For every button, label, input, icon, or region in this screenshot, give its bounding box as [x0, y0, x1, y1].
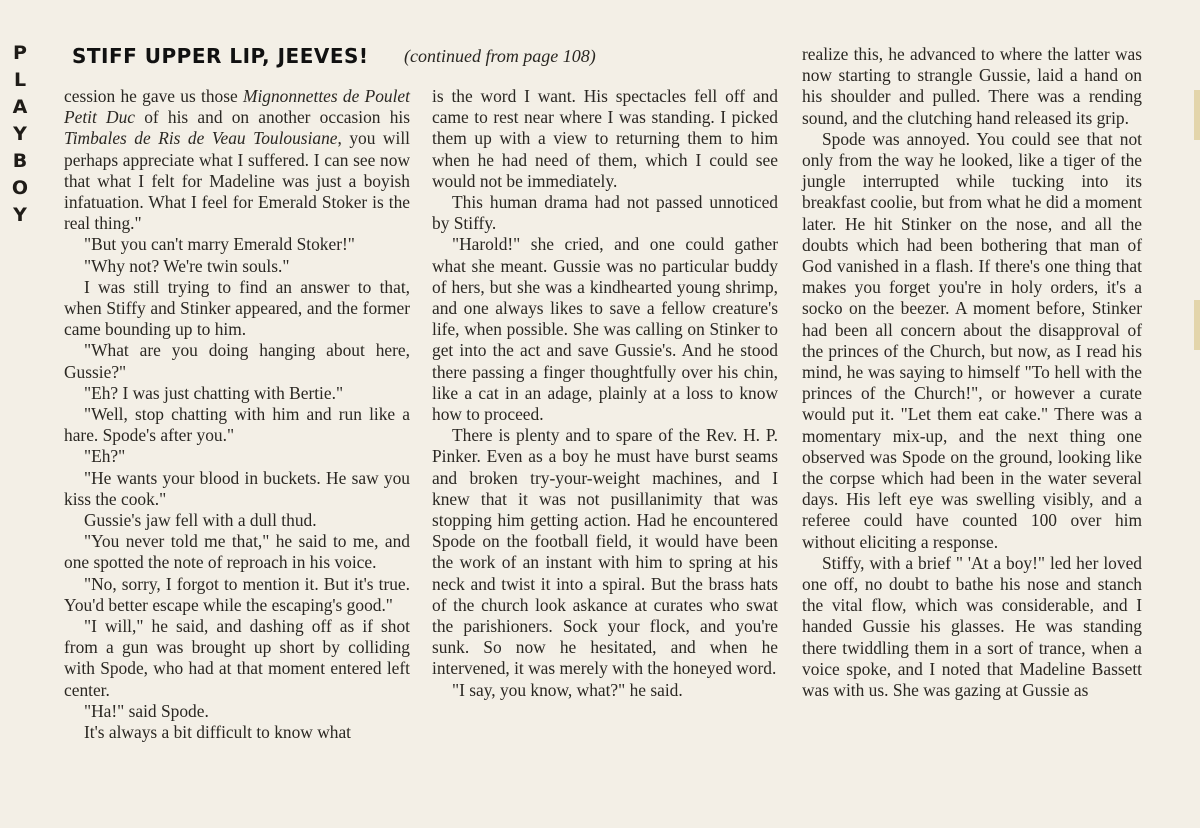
italic-text: Mignonnettes de Poulet Petit Duc: [64, 86, 410, 128]
italic-text: Timbales de Ris de Veau Toulousiane: [64, 128, 338, 149]
page-edge-tab: [1194, 90, 1200, 140]
text-run: "No, sorry, I forgot to mention it. But it's true. You'd better escape while the escaping's good.": [64, 573, 410, 615]
spine-letter: L: [13, 69, 27, 91]
text-run: "But you can't marry Emerald Stoker!": [84, 234, 355, 255]
body-paragraph: [64, 701, 410, 722]
body-paragraph: [802, 129, 1142, 553]
text-run: , you will perhaps appreciate what I suffered. I can see now that what I felt for Madeline was just a boyish infatuation. What I feel for Emerald Stoker is the real thing.": [64, 128, 410, 234]
body-paragraph: [802, 44, 1142, 129]
text-run: of his and on another occasion his: [135, 107, 410, 128]
text-run: "What are you doing hanging about here, Gussie?": [64, 340, 410, 382]
body-paragraph: [432, 86, 778, 192]
body-paragraph: [432, 425, 778, 679]
spine-letter: Y: [13, 204, 27, 226]
text-run: There is plenty and to spare of the Rev. H. P. Pinker. Even as a boy he must have burst seams and broken try-your-weight machines, and I knew that it was not pusillanimity that was stopping him getting action. Had he encountered Spode on the football field, it would have been the work of an instant with him to spring at his neck and twist it into a spiral. But the brass hats of the church look askance at curates who swat the parishioners. Sock your flock, and you're sunk. So now he hesitated, and when he intervened, it was merely with the honeyed word.: [432, 425, 778, 679]
text-run: "Eh?": [84, 446, 126, 467]
text-run: "I will," he said, and dashing off as if shot from a gun was brought up short by colliding with Spode, who had at that moment entered left center.: [64, 616, 410, 700]
body-paragraph: [64, 722, 410, 743]
body-paragraph: [432, 192, 778, 234]
text-column-3: [802, 44, 1142, 701]
page-edge-tab: [1194, 300, 1200, 350]
continued-from-note: (continued from page 108): [404, 46, 596, 66]
body-paragraph: [64, 404, 410, 446]
body-paragraph: [432, 680, 778, 701]
body-paragraph: [64, 256, 410, 277]
text-column-1: [64, 86, 410, 743]
text-run: "Harold!" she cried, and one could gather what she meant. Gussie was no particular buddy of hers, but she was a kindhearted young shrimp, and one always likes to save a fellow creature's life, when possible. She was calling on Stinker to get into the act and save Gussie's. And he stood there passing a finger thoughtfully over his chin, like a cat in an adage, plainly at a loss to know how to proceed.: [432, 234, 778, 425]
text-run: "He wants your blood in buckets. He saw you kiss the cook.": [64, 467, 410, 509]
spine-letter: O: [11, 177, 29, 199]
body-paragraph: [802, 553, 1142, 701]
body-paragraph: [64, 616, 410, 701]
text-column-2: [432, 86, 778, 701]
body-paragraph: [64, 86, 410, 234]
body-paragraph: [64, 574, 410, 616]
text-run: This human drama had not passed unnoticed by Stiffy.: [432, 192, 778, 234]
body-paragraph: [64, 383, 410, 404]
text-run: Gussie's jaw fell with a dull thud.: [84, 510, 317, 531]
text-run: realize this, he advanced to where the latter was now starting to strangle Gussie, laid a hand on his shoulder and pulled. There was a rending sound, and the clutching hand released its grip.: [802, 44, 1142, 128]
text-run: It's always a bit difficult to know what: [84, 722, 352, 743]
text-run: "Why not? We're twin souls.": [84, 255, 290, 276]
body-paragraph: [64, 531, 410, 573]
text-run: is the word I want. His spectacles fell off and came to rest near where I was standing. I picked them up with a view to returning them to him when he had need of them, which I could see would not be immediately.: [432, 86, 778, 191]
spine-letter: P: [13, 42, 27, 64]
article-title: STIFF UPPER LIP, JEEVES!: [72, 44, 369, 68]
spine-letter: A: [12, 96, 28, 118]
body-paragraph: [64, 277, 410, 341]
text-run: "Well, stop chatting with him and run like a hare. Spode's after you.": [64, 404, 410, 446]
body-paragraph: [64, 446, 410, 467]
text-run: "You never told me that," he said to me, and one spotted the note of reproach in his voice.: [64, 531, 410, 573]
text-run: I was still trying to find an answer to that, when Stiffy and Stinker appeared, and the former came bounding up to him.: [64, 276, 410, 340]
text-run: Spode was annoyed. You could see that not only from the way he looked, like a tiger of the jungle interrupted while tucking into its breakfast coolie, but from what he did a moment later. He hit Stinker on the nose, and all the doubts which had been bothering that man of God vanished in a flash. If there's one thing that makes you forget you're in holy orders, it's a socko on the beezer. A moment before, Stinker had been all concern about the disapproval of the princes of the Church, but now, as I read his mind, he was saying to himself "To hell with the princes of the Church!", or however a curate would put it. "Let them eat cake." There was a momentary mix-up, and the next thing one observed was Spode on the ground, looking like the corpse which had been in the water several days. His left eye was swelling visibly, and a referee could have counted 100 over him without eliciting a response.: [802, 128, 1142, 552]
body-paragraph: [64, 510, 410, 531]
text-run: Stiffy, with a brief " 'At a boy!" led her loved one off, no doubt to bathe his nose and stanch the vital flow, which was considerable, and I handed Gussie his glasses. He was standing there twiddling them in a sort of trance, when a voice spoke, and I noted that Madeline Bassett was with us. She was gazing at Gussie as: [802, 552, 1142, 701]
text-run: "I say, you know, what?" he said.: [452, 679, 683, 700]
spine-letter: Y: [13, 123, 27, 145]
text-run: "Ha!" said Spode.: [84, 700, 209, 721]
body-paragraph: [432, 234, 778, 425]
spine-letter: B: [12, 150, 28, 172]
magazine-spine-label: [6, 40, 34, 229]
body-paragraph: [64, 234, 410, 255]
body-paragraph: [64, 468, 410, 510]
body-paragraph: [64, 340, 410, 382]
text-run: cession he gave us those: [64, 86, 243, 106]
text-run: "Eh? I was just chatting with Bertie.": [84, 382, 344, 403]
